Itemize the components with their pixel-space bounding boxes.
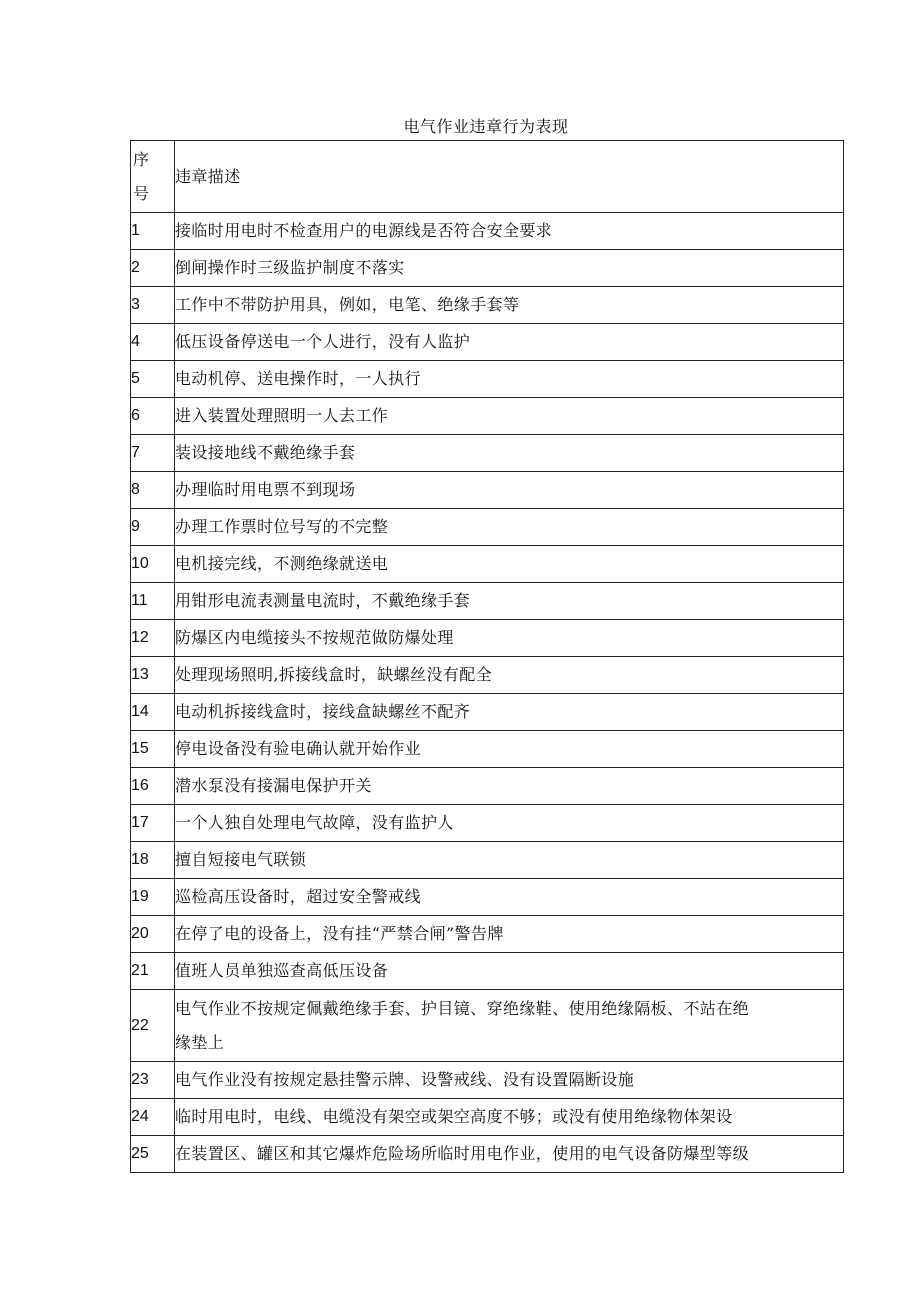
table-row <box>131 398 844 435</box>
row-description: 电气作业没有按规定悬挂警示牌、设警戒线、没有设置隔断设施 <box>175 1062 844 1099</box>
row-description <box>175 990 844 1062</box>
table-row <box>131 361 844 398</box>
table-row <box>131 472 844 509</box>
row-description: 低压设备停送电一个人进行，没有人监护 <box>175 324 844 361</box>
row-description: 巡检高压设备时，超过安全警戒线 <box>175 879 844 916</box>
violations-table <box>130 140 844 1173</box>
row-description: 装设接地线不戴绝缘手套 <box>175 435 844 472</box>
table-row <box>131 213 844 250</box>
row-description: 防爆区内电缆接头不按规范做防爆处理 <box>175 620 844 657</box>
row-description: 在停了电的设备上，没有挂“严禁合闸”警告牌 <box>175 916 844 953</box>
row-description: 倒闸操作时三级监护制度不落实 <box>175 250 844 287</box>
table-row <box>131 842 844 879</box>
table-row <box>131 435 844 472</box>
table-row <box>131 546 844 583</box>
row-description: 值班人员单独巡查高低压设备 <box>175 953 844 990</box>
row-number: 21 <box>131 953 175 990</box>
row-description: 潜水泵没有接漏电保护开关 <box>175 768 844 805</box>
row-number: 6 <box>131 398 175 435</box>
row-number: 15 <box>131 731 175 768</box>
table-row <box>131 805 844 842</box>
table-row <box>131 250 844 287</box>
row-number: 12 <box>131 620 175 657</box>
table-row <box>131 583 844 620</box>
row-description: 电动机停、送电操作时，一人执行 <box>175 361 844 398</box>
row-number: 8 <box>131 472 175 509</box>
row-number: 5 <box>131 361 175 398</box>
table-row <box>131 916 844 953</box>
row-number: 25 <box>131 1136 175 1173</box>
table-row <box>131 694 844 731</box>
table-row <box>131 990 844 1062</box>
table-row <box>131 509 844 546</box>
row-number: 2 <box>131 250 175 287</box>
row-number: 17 <box>131 805 175 842</box>
row-description: 工作中不带防护用具，例如，电笔、绝缘手套等 <box>175 287 844 324</box>
row-number: 7 <box>131 435 175 472</box>
table-header-row <box>131 141 844 213</box>
row-number: 3 <box>131 287 175 324</box>
table-row <box>131 1136 844 1173</box>
row-number: 11 <box>131 583 175 620</box>
table-row <box>131 1062 844 1099</box>
row-description: 停电设备没有验电确认就开始作业 <box>175 731 844 768</box>
table-row <box>131 620 844 657</box>
row-number: 24 <box>131 1099 175 1136</box>
row-description: 临时用电时，电线、电缆没有架空或架空高度不够；或没有使用绝缘物体架设 <box>175 1099 844 1136</box>
header-number-cell <box>131 141 175 213</box>
table-row <box>131 731 844 768</box>
table-row <box>131 879 844 916</box>
row-number: 22 <box>131 990 175 1062</box>
row-number: 9 <box>131 509 175 546</box>
row-description: 办理工作票时位号写的不完整 <box>175 509 844 546</box>
row-description: 办理临时用电票不到现场 <box>175 472 844 509</box>
header-number-line1: 序 <box>133 149 150 169</box>
row-number: 13 <box>131 657 175 694</box>
row-number: 4 <box>131 324 175 361</box>
row-description: 处理现场照明,拆接线盒时，缺螺丝没有配全 <box>175 657 844 694</box>
row-description: 进入装置处理照明一人去工作 <box>175 398 844 435</box>
row-description: 电机接完线，不测绝缘就送电 <box>175 546 844 583</box>
row-number: 14 <box>131 694 175 731</box>
table-row <box>131 768 844 805</box>
row-number: 23 <box>131 1062 175 1099</box>
row-description-line2: 缘垫上 <box>175 1032 225 1052</box>
row-description: 电动机拆接线盒时，接线盒缺螺丝不配齐 <box>175 694 844 731</box>
table-row <box>131 657 844 694</box>
row-description: 接临时用电时不检查用户的电源线是否符合安全要求 <box>175 213 844 250</box>
document-title: 电气作业违章行为表现 <box>403 117 569 136</box>
header-number-line2: 号 <box>133 183 150 203</box>
row-number: 1 <box>131 213 175 250</box>
row-number: 19 <box>131 879 175 916</box>
row-description-line1: 电气作业不按规定佩戴绝缘手套、护目镜、穿绝缘鞋、使用绝缘隔板、不站在绝 <box>175 998 750 1018</box>
row-number: 18 <box>131 842 175 879</box>
table-row <box>131 287 844 324</box>
table-row <box>131 953 844 990</box>
row-description: 用钳形电流表测量电流时，不戴绝缘手套 <box>175 583 844 620</box>
row-description: 在装置区、罐区和其它爆炸危险场所临时用电作业，使用的电气设备防爆型等级 <box>175 1136 844 1173</box>
row-number: 16 <box>131 768 175 805</box>
row-number: 20 <box>131 916 175 953</box>
table-row <box>131 1099 844 1136</box>
table-row <box>131 324 844 361</box>
header-description-cell: 违章描述 <box>175 141 844 213</box>
row-description: 擅自短接电气联锁 <box>175 842 844 879</box>
row-description: 一个人独自处理电气故障，没有监护人 <box>175 805 844 842</box>
row-number: 10 <box>131 546 175 583</box>
